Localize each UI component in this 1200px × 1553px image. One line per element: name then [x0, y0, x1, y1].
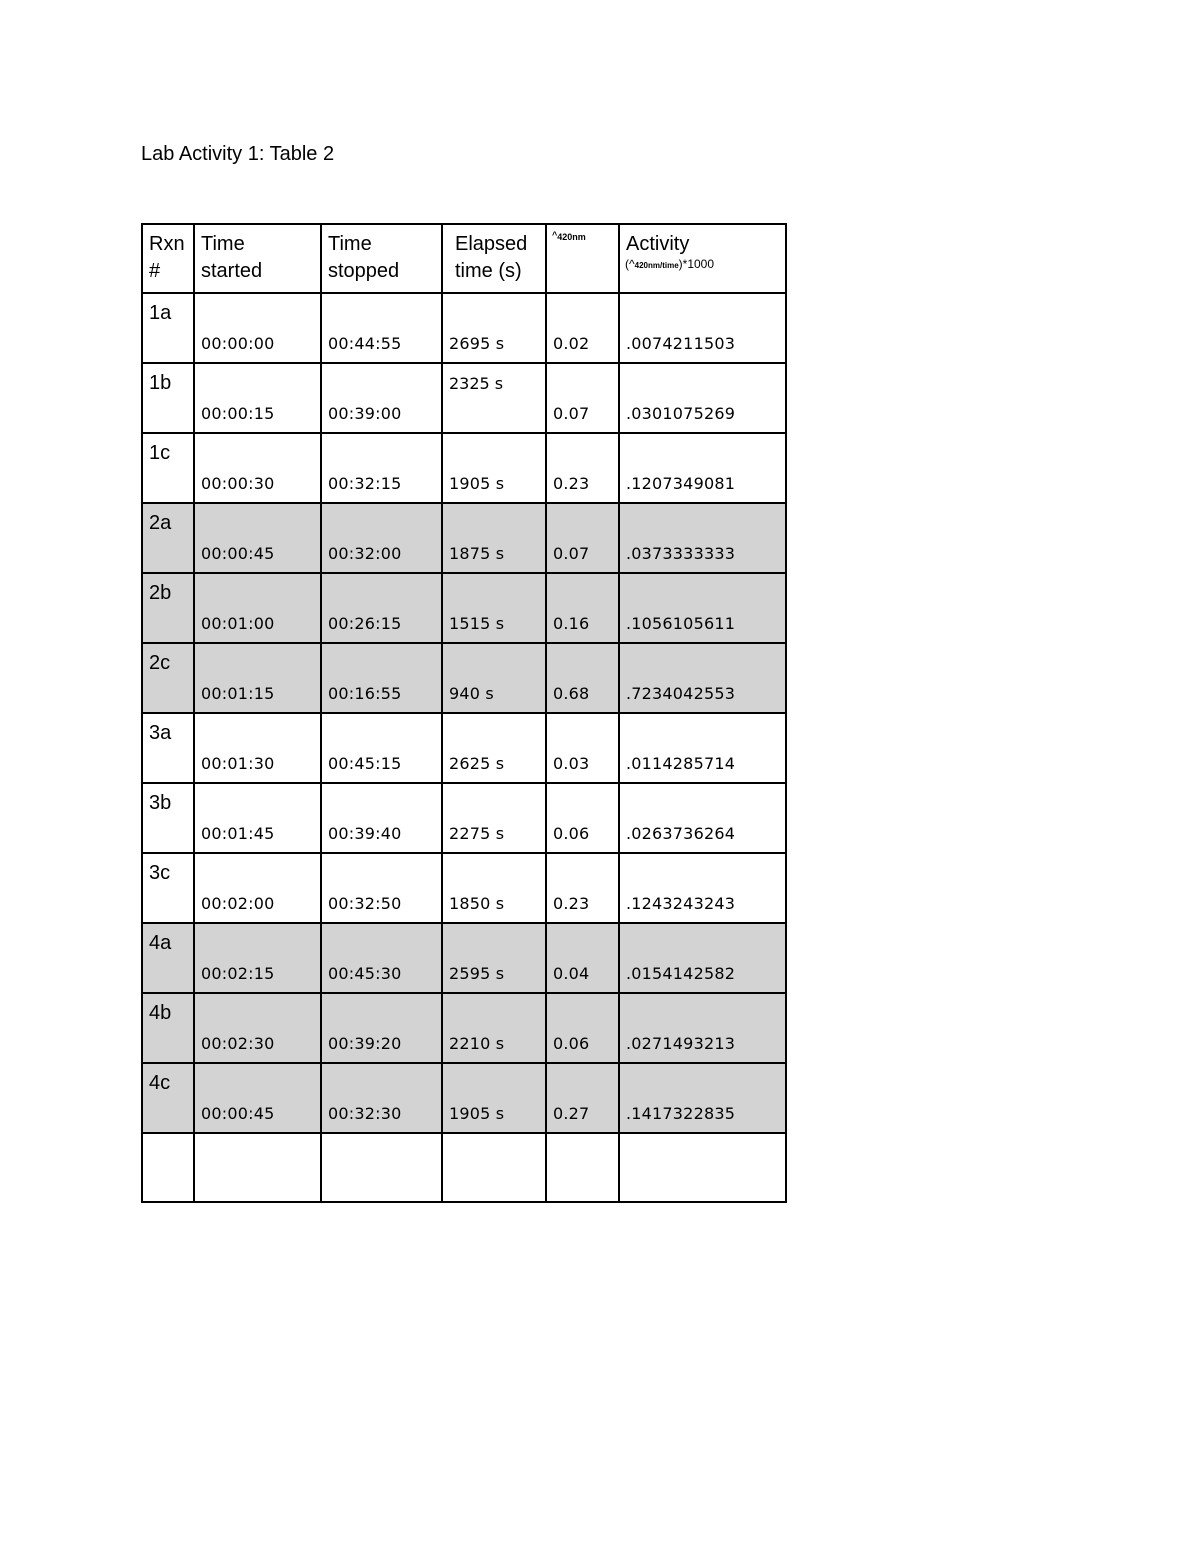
cell-elapsed-text: 2625 s [449, 754, 505, 773]
cell-absorbance-text: 0.02 [553, 334, 590, 353]
cell-elapsed [442, 433, 546, 503]
table-row [142, 1133, 786, 1202]
cell-rxn-text: 1a [149, 302, 172, 324]
table-row [142, 1063, 786, 1133]
cell-rxn-text: 2b [149, 582, 172, 604]
cell-time-stopped-text: 00:32:30 [328, 1104, 402, 1123]
header-rxn [142, 224, 194, 293]
cell-time-stopped [321, 363, 442, 433]
cell-absorbance [546, 923, 619, 993]
header-absorbance [546, 224, 619, 293]
cell-activity [619, 783, 786, 853]
cell-time-stopped-text: 00:16:55 [328, 684, 402, 703]
cell-elapsed-text: 1905 s [449, 1104, 505, 1123]
table-row [142, 363, 786, 433]
cell-time-started [194, 993, 321, 1063]
table-row [142, 573, 786, 643]
cell-rxn-text: 4c [149, 1072, 171, 1094]
cell-absorbance-text: 0.07 [553, 404, 590, 423]
cell-elapsed-text: 2325 s [449, 374, 504, 393]
cell-time-stopped [321, 433, 442, 503]
cell-time-stopped-text: 00:45:15 [328, 754, 402, 773]
cell-rxn-text: 1c [149, 442, 171, 464]
cell-time-stopped-text: 00:32:00 [328, 544, 402, 563]
cell-rxn-text: 2c [149, 652, 171, 674]
cell-elapsed [442, 503, 546, 573]
table-row [142, 433, 786, 503]
cell-elapsed [442, 713, 546, 783]
cell-activity [619, 433, 786, 503]
cell-time-stopped-text: 00:39:00 [328, 404, 402, 423]
cell-rxn-text: 4a [149, 932, 172, 954]
cell-time-started-text: 00:01:15 [201, 684, 275, 703]
cell-elapsed-text: 1875 s [449, 544, 505, 563]
cell-elapsed [442, 853, 546, 923]
cell-time-started-text: 00:00:00 [201, 334, 275, 353]
cell-absorbance [546, 363, 619, 433]
cell-elapsed-text: 2595 s [449, 964, 505, 983]
cell-time-stopped [321, 293, 442, 363]
cell-time-stopped-text: 00:32:50 [328, 894, 402, 913]
cell-rxn-text: 3c [149, 862, 171, 884]
cell-rxn [142, 1133, 194, 1202]
cell-elapsed [442, 643, 546, 713]
cell-absorbance [546, 293, 619, 363]
cell-absorbance [546, 993, 619, 1063]
cell-time-started-text: 00:00:15 [201, 404, 275, 423]
table-row [142, 993, 786, 1063]
cell-time-stopped-text: 00:44:55 [328, 334, 402, 353]
cell-rxn [142, 573, 194, 643]
cell-absorbance-text: 0.06 [553, 1034, 590, 1053]
cell-elapsed-text: 940 s [449, 684, 494, 703]
cell-elapsed-text: 1905 s [449, 474, 505, 493]
cell-absorbance-text: 0.06 [553, 824, 590, 843]
cell-elapsed [442, 293, 546, 363]
cell-time-started [194, 433, 321, 503]
cell-rxn-text: 4b [149, 1002, 172, 1024]
cell-time-stopped [321, 1133, 442, 1202]
cell-absorbance [546, 1133, 619, 1202]
cell-time-started-text: 00:02:15 [201, 964, 275, 983]
cell-time-stopped-text: 00:39:20 [328, 1034, 402, 1053]
cell-rxn [142, 293, 194, 363]
cell-time-started-text: 00:00:45 [201, 1104, 275, 1123]
cell-time-started [194, 853, 321, 923]
cell-elapsed [442, 923, 546, 993]
cell-time-stopped [321, 643, 442, 713]
cell-time-started-text: 00:01:00 [201, 614, 275, 633]
table-row [142, 853, 786, 923]
cell-time-stopped [321, 993, 442, 1063]
cell-time-stopped-text: 00:32:15 [328, 474, 402, 493]
cell-time-started [194, 713, 321, 783]
cell-time-stopped [321, 713, 442, 783]
cell-time-started [194, 1133, 321, 1202]
header-absorbance-label: ^420nm [552, 230, 586, 242]
table-row [142, 923, 786, 993]
cell-elapsed-text: 1850 s [449, 894, 505, 913]
cell-time-stopped-text: 00:39:40 [328, 824, 402, 843]
cell-absorbance [546, 853, 619, 923]
cell-activity-text: .7234042553 [626, 684, 736, 703]
cell-rxn [142, 643, 194, 713]
cell-absorbance-text: 0.23 [553, 894, 590, 913]
cell-time-started [194, 1063, 321, 1133]
header-elapsed [442, 224, 546, 293]
cell-time-started [194, 293, 321, 363]
cell-elapsed-text: 1515 s [449, 614, 505, 633]
header-rxn-line1: Rxn [149, 233, 185, 255]
cell-rxn [142, 503, 194, 573]
cell-time-started [194, 573, 321, 643]
cell-time-started [194, 783, 321, 853]
cell-time-stopped [321, 783, 442, 853]
cell-time-started-text: 00:02:30 [201, 1034, 275, 1053]
cell-time-stopped [321, 1063, 442, 1133]
table-row [142, 293, 786, 363]
cell-activity-text: .0074211503 [626, 334, 736, 353]
header-elapsed-line2: time (s) [455, 260, 522, 282]
cell-absorbance [546, 573, 619, 643]
data-table [141, 223, 787, 1203]
cell-elapsed [442, 363, 546, 433]
cell-time-started-text: 00:00:30 [201, 474, 275, 493]
header-time-stopped [321, 224, 442, 293]
cell-activity [619, 923, 786, 993]
cell-time-stopped [321, 503, 442, 573]
cell-activity [619, 1063, 786, 1133]
cell-rxn-text: 1b [149, 372, 172, 394]
cell-time-stopped [321, 923, 442, 993]
cell-activity [619, 363, 786, 433]
cell-activity-text: .0271493213 [626, 1034, 736, 1053]
cell-absorbance-text: 0.16 [553, 614, 590, 633]
cell-activity-text: .0301075269 [626, 404, 736, 423]
cell-activity [619, 573, 786, 643]
page-title: Lab Activity 1: Table 2 [141, 143, 335, 165]
cell-absorbance [546, 713, 619, 783]
cell-time-started [194, 643, 321, 713]
table-body [142, 293, 786, 1202]
cell-time-stopped [321, 573, 442, 643]
cell-activity-text: .0114285714 [626, 754, 736, 773]
table-header-row [142, 224, 786, 293]
header-activity-label: Activity [626, 233, 690, 255]
cell-activity-text: .0154142582 [626, 964, 736, 983]
cell-absorbance-text: 0.03 [553, 754, 590, 773]
header-time-started-line1: Time [201, 233, 245, 255]
header-time-stopped-line1: Time [328, 233, 372, 255]
header-activity-formula: (^420nm/time)*1000 [625, 257, 715, 271]
cell-time-stopped-text: 00:26:15 [328, 614, 402, 633]
cell-activity [619, 713, 786, 783]
cell-absorbance [546, 783, 619, 853]
header-activity [619, 224, 786, 293]
table-row [142, 713, 786, 783]
cell-rxn [142, 1063, 194, 1133]
cell-time-stopped-text: 00:45:30 [328, 964, 402, 983]
cell-elapsed-text: 2275 s [449, 824, 505, 843]
cell-activity-text: .1056105611 [626, 614, 736, 633]
cell-rxn [142, 853, 194, 923]
cell-activity [619, 293, 786, 363]
cell-activity-text: .0263736264 [626, 824, 736, 843]
cell-activity [619, 643, 786, 713]
cell-time-started-text: 00:01:30 [201, 754, 275, 773]
cell-absorbance-text: 0.68 [553, 684, 590, 703]
cell-elapsed [442, 1063, 546, 1133]
cell-activity-text: .1243243243 [626, 894, 736, 913]
cell-rxn [142, 433, 194, 503]
cell-activity-text: .1417322835 [626, 1104, 736, 1123]
cell-elapsed [442, 573, 546, 643]
table-row [142, 643, 786, 713]
cell-rxn [142, 923, 194, 993]
cell-rxn-text: 3a [149, 722, 172, 744]
cell-activity-text: .0373333333 [626, 544, 736, 563]
cell-elapsed [442, 1133, 546, 1202]
table-row [142, 503, 786, 573]
cell-elapsed [442, 993, 546, 1063]
cell-activity [619, 993, 786, 1063]
cell-rxn [142, 713, 194, 783]
header-rxn-line2: # [149, 260, 161, 282]
cell-time-started [194, 363, 321, 433]
cell-absorbance [546, 643, 619, 713]
cell-rxn [142, 363, 194, 433]
cell-activity-text: .1207349081 [626, 474, 736, 493]
cell-absorbance [546, 1063, 619, 1133]
cell-time-started-text: 00:00:45 [201, 544, 275, 563]
cell-rxn [142, 783, 194, 853]
table-row [142, 783, 786, 853]
cell-time-started [194, 503, 321, 573]
cell-elapsed-text: 2210 s [449, 1034, 505, 1053]
cell-elapsed-text: 2695 s [449, 334, 505, 353]
header-elapsed-line1: Elapsed [455, 233, 528, 255]
cell-activity [619, 503, 786, 573]
cell-activity [619, 1133, 786, 1202]
cell-absorbance-text: 0.23 [553, 474, 590, 493]
cell-rxn [142, 993, 194, 1063]
cell-time-started [194, 923, 321, 993]
cell-rxn-text: 3b [149, 792, 172, 814]
cell-activity [619, 853, 786, 923]
cell-time-stopped [321, 853, 442, 923]
cell-time-started-text: 00:01:45 [201, 824, 275, 843]
cell-rxn-text: 2a [149, 512, 172, 534]
cell-absorbance [546, 433, 619, 503]
header-time-started-line2: started [201, 260, 263, 282]
cell-elapsed [442, 783, 546, 853]
header-time-started [194, 224, 321, 293]
header-time-stopped-line2: stopped [328, 260, 400, 282]
cell-time-started-text: 00:02:00 [201, 894, 275, 913]
cell-absorbance-text: 0.27 [553, 1104, 590, 1123]
cell-absorbance [546, 503, 619, 573]
cell-absorbance-text: 0.07 [553, 544, 590, 563]
cell-absorbance-text: 0.04 [553, 964, 590, 983]
